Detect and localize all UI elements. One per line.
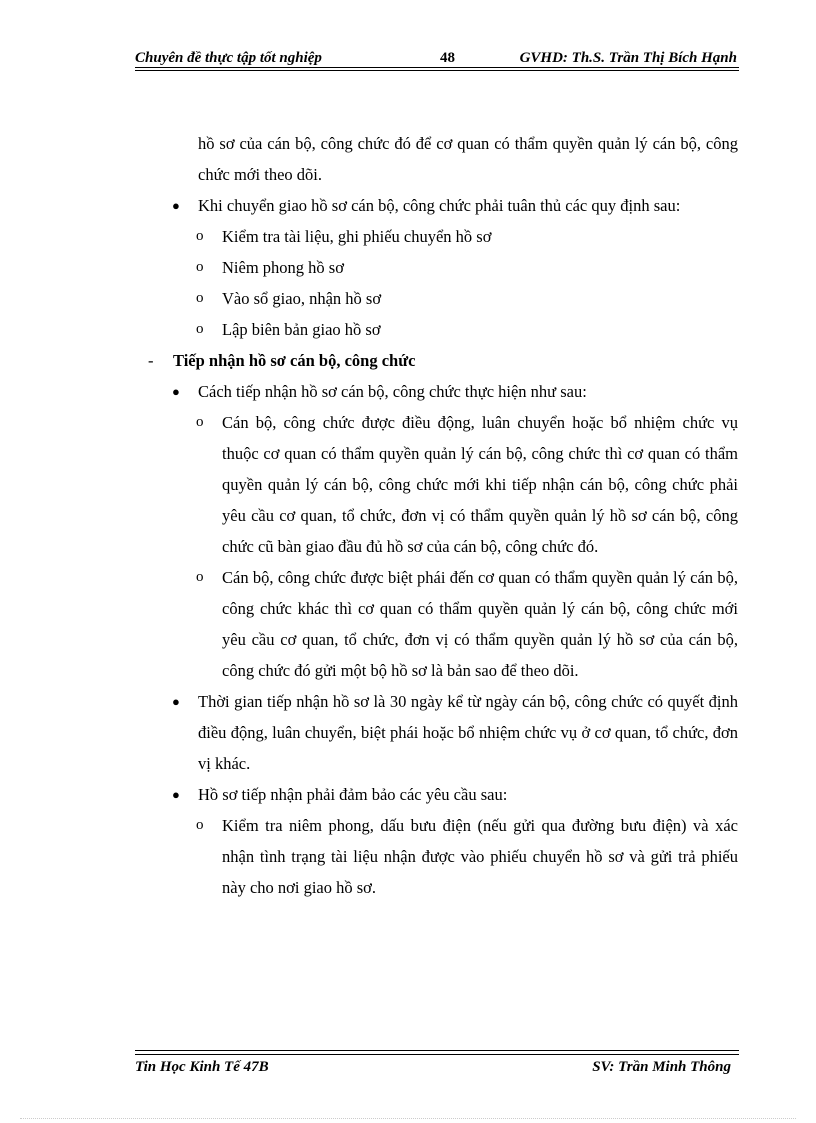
footer-rule-thin [135,1054,739,1055]
header-document-title: Chuyên đề thực tập tốt nghiệp [135,50,322,66]
section-heading-text: Tiếp nhận hồ sơ cán bộ, công chức [173,351,416,370]
dash-icon: - [148,351,154,370]
header-supervisor: GVHD: Th.S. Trần Thị Bích Hạnh [519,50,737,66]
circle-bullet-icon: o [196,290,204,306]
footer-class-name: Tin Học Kinh Tế 47B [135,1059,269,1075]
header-rule-thin [135,67,739,68]
sub-item [0,562,816,686]
circle-bullet-icon: o [196,259,204,275]
page-edge-divider [20,1118,796,1119]
page-header [135,48,739,68]
sub-item-text: Niêm phong hồ sơ [222,258,344,277]
sub-item [0,314,816,345]
sub-item-text: Kiểm tra niêm phong, dấu bưu điện (nếu gửi qua đường bưu điện) và xác nhận tình trạng tài liệu nhận được vào phiếu chuyển hồ sơ và gửi trả phiếu này cho nơi giao hồ sơ. [222,816,738,897]
bullet-icon: ● [172,198,180,213]
sub-item-text: Vào sổ giao, nhận hồ sơ [222,289,382,308]
bullet-item [0,686,816,779]
circle-bullet-icon: o [196,321,204,337]
bullet-item [0,190,816,221]
circle-bullet-icon: o [196,569,204,585]
header-page-number: 48 [440,50,455,66]
sub-item-text: Lập biên bản giao hồ sơ [222,320,381,339]
bullet-icon: ● [172,787,180,802]
continued-paragraph: hồ sơ của cán bộ, công chức đó để cơ quan có thẩm quyền quản lý cán bộ, công chức mới theo dõi. [198,134,738,184]
page-footer [135,1056,739,1080]
sub-item [0,283,816,314]
bullet-icon: ● [172,694,180,709]
sub-item-text: Cán bộ, công chức được biệt phái đến cơ quan có thẩm quyền quản lý cán bộ, công chức khác thì cơ quan có thẩm quyền quản lý cán bộ, công chức mới yêu cầu cơ quan, tổ chức, đơn vị có thẩm quyền quản lý hồ sơ của cán bộ, công chức đó gửi một bộ hồ sơ là bản sao để theo dõi. [222,568,738,680]
bullet-text: Thời gian tiếp nhận hồ sơ là 30 ngày kể từ ngày cán bộ, công chức có quyết định điều động, luân chuyển, biệt phái hoặc bổ nhiệm chức vụ ở cơ quan, tổ chức, đơn vị khác. [198,692,738,773]
bullet-text: Khi chuyển giao hồ sơ cán bộ, công chức phải tuân thủ các quy định sau: [198,196,681,215]
circle-bullet-icon: o [196,414,204,430]
bullet-item [0,376,816,407]
sub-item-text: Cán bộ, công chức được điều động, luân chuyển hoặc bổ nhiệm chức vụ thuộc cơ quan có thẩm quyền quản lý cán bộ, công chức thì cơ quan có thẩm quyền quản lý cán bộ, công chức mới khi tiếp nhận cán bộ, công chức phải yêu cầu cơ quan, tổ chức, đơn vị có thẩm quyền quản lý hồ sơ cán bộ, công chức cũ bàn giao đầu đủ hồ sơ của cán bộ, công chức đó. [222,413,738,556]
bullet-text: Cách tiếp nhận hồ sơ cán bộ, công chức thực hiện như sau: [198,382,587,401]
sub-item-text: Kiểm tra tài liệu, ghi phiếu chuyển hồ sơ [222,227,492,246]
footer-rule-thick [135,1050,739,1051]
header-rule-thick [135,70,739,71]
footer-student-name: SV: Trần Minh Thông [592,1059,731,1075]
bullet-item [0,779,816,810]
circle-bullet-icon: o [196,817,204,833]
sub-item [0,407,816,562]
page-body [0,128,816,903]
circle-bullet-icon: o [196,228,204,244]
sub-item [0,221,816,252]
sub-item [0,252,816,283]
bullet-text: Hồ sơ tiếp nhận phải đảm bảo các yêu cầu sau: [198,785,508,804]
bullet-icon: ● [172,384,180,399]
sub-item [0,810,816,903]
section-heading [0,345,816,376]
